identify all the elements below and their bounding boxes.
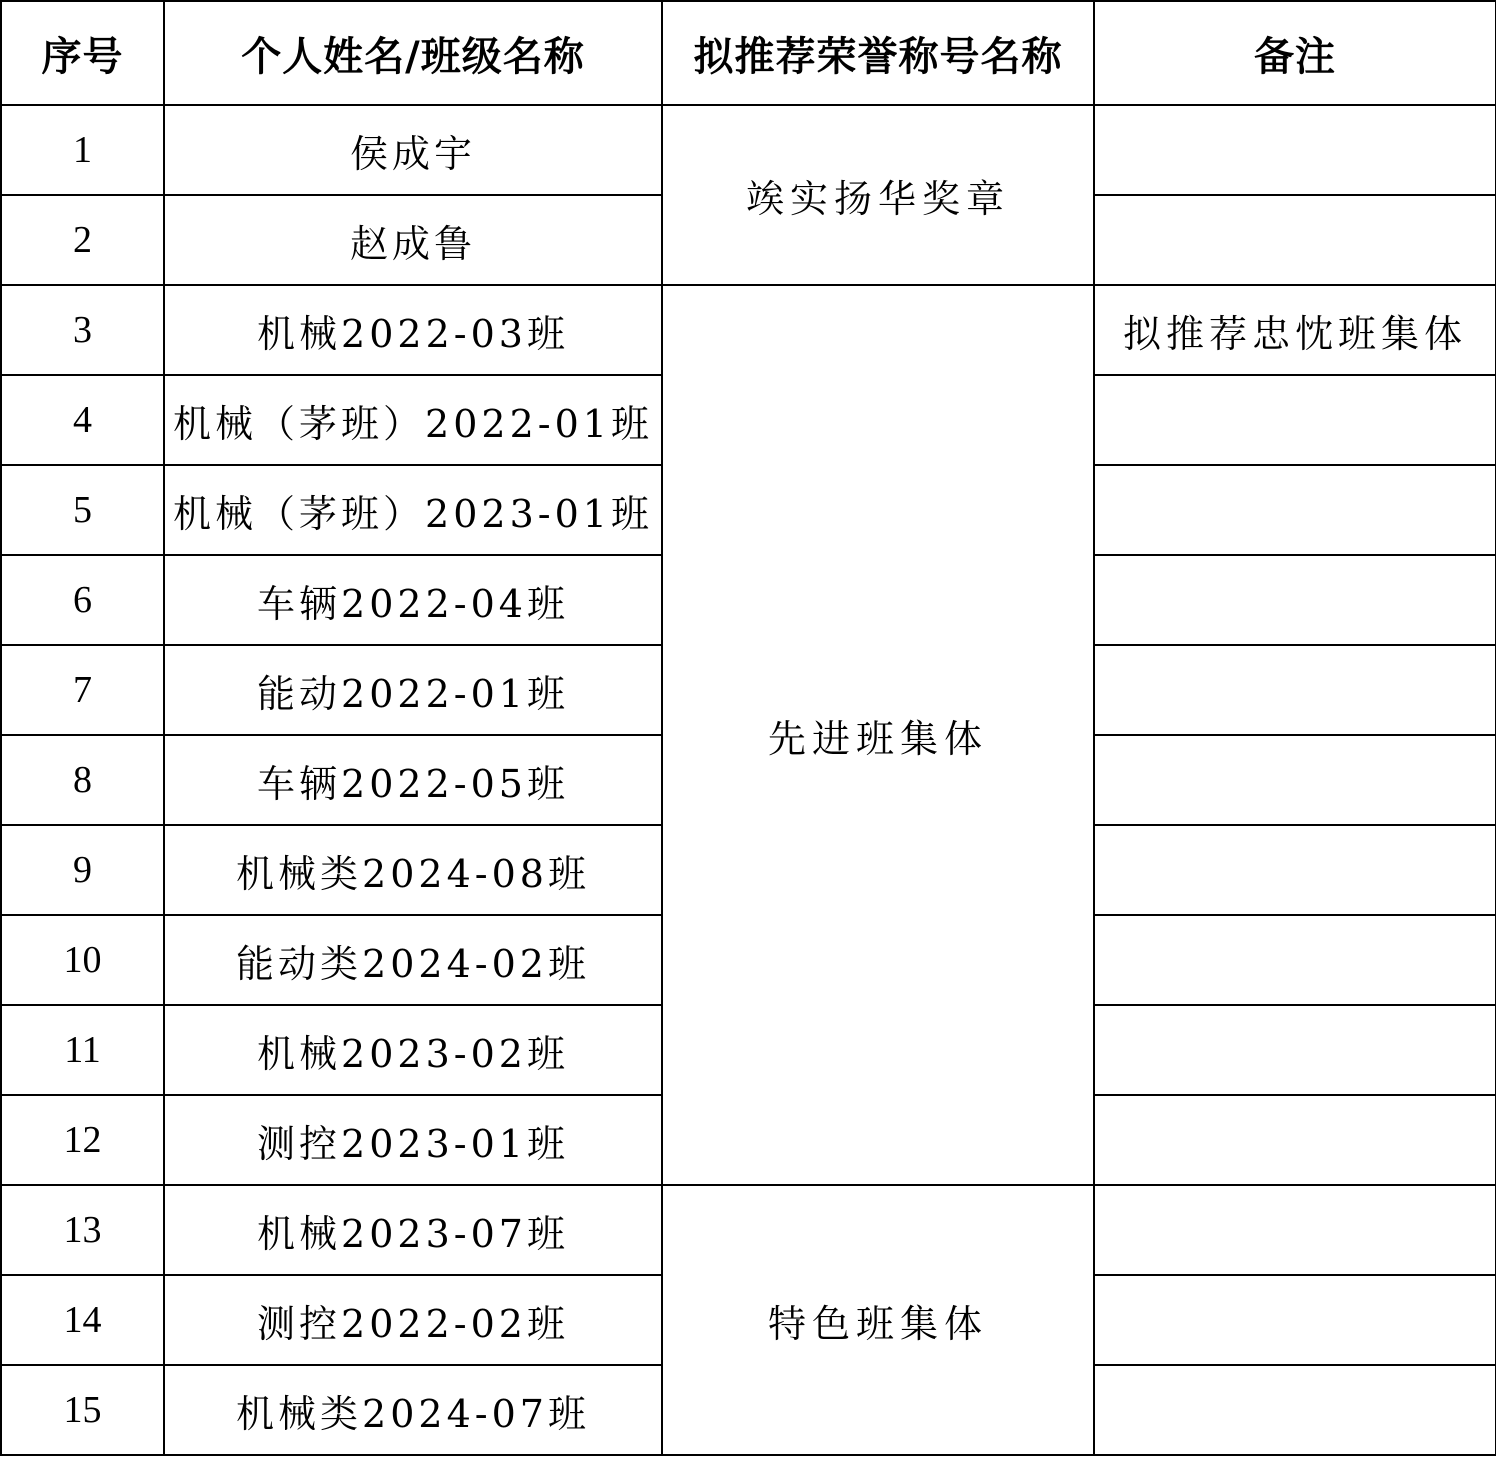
header-seq: 序号 (1, 1, 164, 105)
remark-cell (1094, 825, 1496, 915)
honor-title-cell: 先进班集体 (662, 285, 1094, 1185)
remark-cell (1094, 645, 1496, 735)
table-row (1, 105, 1496, 195)
remark-cell (1094, 915, 1496, 1005)
table-row (1, 1185, 1496, 1275)
seq-cell: 4 (1, 375, 164, 465)
name-cell: 侯成宇 (164, 105, 662, 195)
name-cell: 机械（茅班）2023-01班 (164, 465, 662, 555)
seq-cell: 13 (1, 1185, 164, 1275)
header-title: 拟推荐荣誉称号名称 (662, 1, 1094, 105)
table-header-row (1, 1, 1496, 105)
remark-cell (1094, 1275, 1496, 1365)
name-cell: 机械2022-03班 (164, 285, 662, 375)
seq-cell: 11 (1, 1005, 164, 1095)
honor-title-cell: 竢实扬华奖章 (662, 105, 1094, 285)
name-cell: 能动类2024-02班 (164, 915, 662, 1005)
seq-cell: 9 (1, 825, 164, 915)
remark-cell (1094, 465, 1496, 555)
name-cell: 车辆2022-05班 (164, 735, 662, 825)
seq-cell: 10 (1, 915, 164, 1005)
remark-cell (1094, 735, 1496, 825)
seq-cell: 6 (1, 555, 164, 645)
seq-cell: 5 (1, 465, 164, 555)
remark-cell (1094, 1365, 1496, 1455)
table-row (1, 285, 1496, 375)
remark-cell (1094, 375, 1496, 465)
remark-cell (1094, 1005, 1496, 1095)
seq-cell: 3 (1, 285, 164, 375)
seq-cell: 15 (1, 1365, 164, 1455)
remark-cell (1094, 1095, 1496, 1185)
honor-title-cell: 特色班集体 (662, 1185, 1094, 1455)
seq-cell: 2 (1, 195, 164, 285)
name-cell: 机械类2024-07班 (164, 1365, 662, 1455)
seq-cell: 7 (1, 645, 164, 735)
name-cell: 测控2023-01班 (164, 1095, 662, 1185)
name-cell: 机械类2024-08班 (164, 825, 662, 915)
name-cell: 能动2022-01班 (164, 645, 662, 735)
name-cell: 机械2023-07班 (164, 1185, 662, 1275)
remark-cell (1094, 105, 1496, 195)
name-cell: 机械（茅班）2022-01班 (164, 375, 662, 465)
seq-cell: 12 (1, 1095, 164, 1185)
remark-cell (1094, 555, 1496, 645)
header-remark: 备注 (1094, 1, 1496, 105)
seq-cell: 14 (1, 1275, 164, 1365)
name-cell: 机械2023-02班 (164, 1005, 662, 1095)
seq-cell: 1 (1, 105, 164, 195)
remark-cell: 拟推荐忠忱班集体 (1094, 285, 1496, 375)
name-cell: 车辆2022-04班 (164, 555, 662, 645)
remark-cell (1094, 1185, 1496, 1275)
name-cell: 赵成鲁 (164, 195, 662, 285)
name-cell: 测控2022-02班 (164, 1275, 662, 1365)
seq-cell: 8 (1, 735, 164, 825)
remark-cell (1094, 195, 1496, 285)
header-name: 个人姓名/班级名称 (164, 1, 662, 105)
